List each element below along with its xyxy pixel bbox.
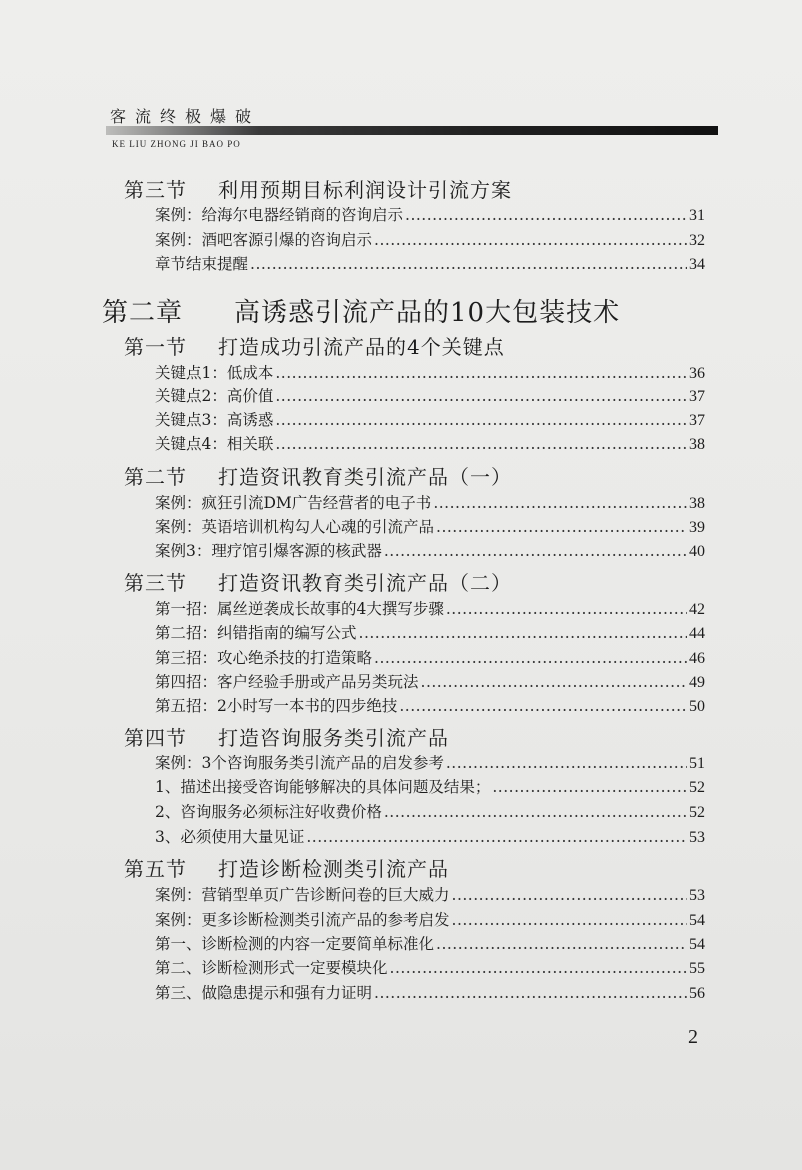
toc-entry[interactable] (155, 956, 705, 978)
entry-title: 1、描述出接受咨询能够解决的具体问题及结果； (155, 778, 491, 796)
entry-page: 50 (689, 698, 705, 715)
entry-page: 53 (689, 887, 705, 904)
entry-title: 2、咨询服务必须标注好收费价格 (155, 803, 382, 821)
toc-entry[interactable] (155, 252, 705, 274)
running-header-pinyin: KE LIU ZHONG JI BAO PO (112, 139, 241, 149)
entry-title: 第二、诊断检测形式一定要模块化 (155, 959, 388, 977)
toc-entry[interactable] (155, 361, 705, 383)
toc-entry[interactable] (155, 384, 705, 406)
entry-title: 案例：更多诊断检测类引流产品的参考启发 (155, 911, 450, 929)
chapter-title: 高诱惑引流产品的10大包装技术 (234, 298, 621, 328)
toc-entry[interactable] (155, 825, 705, 847)
entry-title: 关键点1：低成本 (155, 364, 274, 382)
entry-page: 52 (689, 804, 705, 821)
entry-page: 56 (689, 985, 705, 1002)
entry-title: 案例：3个咨询服务类引流产品的启发参考 (155, 754, 444, 772)
toc-entry[interactable] (155, 621, 705, 643)
section-label: 第三节 (124, 571, 187, 595)
toc-entry[interactable] (155, 491, 705, 513)
entry-title: 关键点4：相关联 (155, 435, 274, 453)
toc-section-heading (124, 331, 505, 360)
dot-leader (492, 778, 687, 796)
running-header-title: 客流终极爆破 (110, 107, 261, 126)
toc-entry[interactable] (155, 908, 705, 930)
section-label: 第二节 (124, 465, 187, 489)
dot-leader (446, 600, 687, 618)
toc-entry[interactable] (155, 751, 705, 773)
dot-leader (275, 435, 687, 453)
toc-entry[interactable] (155, 203, 705, 225)
dot-leader (384, 803, 687, 821)
toc-section-heading (124, 853, 449, 882)
entry-page: 54 (689, 936, 705, 953)
dot-leader (446, 754, 687, 772)
entry-title: 案例：疯狂引流DM广告经营者的电子书 (155, 494, 432, 512)
dot-leader (421, 673, 687, 691)
entry-page: 38 (689, 436, 705, 453)
entry-page: 52 (689, 779, 705, 796)
chapter-label: 第二章 (102, 298, 184, 328)
entry-page: 37 (689, 388, 705, 405)
toc-section-heading (124, 567, 512, 596)
toc-entry[interactable] (155, 670, 705, 692)
entry-page: 55 (689, 960, 705, 977)
entry-title: 案例3：理疗馆引爆客源的核武器 (155, 542, 382, 560)
entry-page: 38 (689, 495, 705, 512)
dot-leader (433, 494, 687, 512)
toc-entry[interactable] (155, 694, 705, 716)
dot-leader (399, 697, 687, 715)
entry-page: 39 (689, 519, 705, 536)
entry-page: 37 (689, 412, 705, 429)
entry-page: 51 (689, 755, 705, 772)
entry-title: 第三招：攻心绝杀技的打造策略 (155, 649, 373, 667)
dot-leader (405, 206, 687, 224)
dot-leader (374, 649, 687, 667)
dot-leader (452, 911, 687, 929)
entry-title: 案例：给海尔电器经销商的咨询启示 (155, 206, 404, 224)
section-label: 第四节 (124, 726, 187, 750)
page-number: 2 (688, 1026, 698, 1048)
dot-leader (275, 411, 687, 429)
entry-page: 44 (689, 625, 705, 642)
section-label: 第一节 (124, 335, 187, 359)
entry-title: 案例：营销型单页广告诊断问卷的巨大威力 (155, 886, 450, 904)
section-title: 打造资讯教育类引流产品（二） (218, 571, 512, 595)
entry-page: 46 (689, 650, 705, 667)
entry-title: 关键点2：高价值 (155, 387, 274, 405)
dot-leader (374, 984, 687, 1002)
section-label: 第三节 (124, 178, 187, 202)
section-title: 打造成功引流产品的4个关键点 (218, 335, 505, 359)
dot-leader (390, 959, 687, 977)
section-label: 第五节 (124, 857, 187, 881)
entry-title: 第三、做隐患提示和强有力证明 (155, 984, 373, 1002)
toc-section-heading (124, 722, 449, 751)
entry-page: 54 (689, 912, 705, 929)
entry-title: 第二招：纠错指南的编写公式 (155, 624, 357, 642)
toc-entry[interactable] (155, 597, 705, 619)
toc-entry[interactable] (155, 515, 705, 537)
toc-entry[interactable] (155, 981, 705, 1003)
entry-title: 第五招：2小时写一本书的四步绝技 (155, 697, 398, 715)
entry-title: 第一、诊断检测的内容一定要简单标准化 (155, 935, 435, 953)
dot-leader (359, 624, 687, 642)
entry-title: 第四招：客户经验手册或产品另类玩法 (155, 673, 419, 691)
dot-leader (306, 828, 687, 846)
toc-entry[interactable] (155, 408, 705, 430)
entry-title: 案例：英语培训机构勾人心魂的引流产品 (155, 518, 435, 536)
entry-page: 32 (689, 232, 705, 249)
section-title: 打造咨询服务类引流产品 (218, 726, 449, 750)
entry-title: 3、必须使用大量见证 (155, 828, 305, 846)
toc-section-heading (124, 461, 512, 490)
toc-entry[interactable] (155, 932, 705, 954)
section-title: 打造诊断检测类引流产品 (218, 857, 449, 881)
dot-leader (374, 231, 687, 249)
dot-leader (436, 935, 687, 953)
entry-page: 53 (689, 829, 705, 846)
toc-entry[interactable] (155, 432, 705, 454)
dot-leader (275, 364, 687, 382)
toc-entry[interactable] (155, 539, 705, 561)
dot-leader (452, 886, 687, 904)
dot-leader (275, 387, 687, 405)
entry-title: 章节结束提醒 (155, 255, 249, 273)
entry-page: 49 (689, 674, 705, 691)
section-title: 打造资讯教育类引流产品（一） (218, 465, 512, 489)
entry-page: 42 (689, 601, 705, 618)
entry-page: 31 (689, 207, 705, 224)
toc-entry[interactable] (155, 800, 705, 822)
toc-entry[interactable] (155, 646, 705, 668)
entry-title: 第一招：属丝逆袭成长故事的4大撰写步骤 (155, 600, 444, 618)
entry-page: 36 (689, 365, 705, 382)
toc-entry[interactable] (155, 775, 705, 797)
section-title: 利用预期目标利润设计引流方案 (218, 178, 512, 202)
entry-page: 40 (689, 543, 705, 560)
dot-leader (250, 255, 687, 273)
entry-title: 关键点3：高诱惑 (155, 411, 274, 429)
dot-leader (436, 518, 687, 536)
header-rule (106, 126, 718, 135)
toc-entry[interactable] (155, 883, 705, 905)
toc-entry[interactable] (155, 228, 705, 250)
entry-title: 案例：酒吧客源引爆的咨询启示 (155, 231, 373, 249)
toc-section-heading (124, 174, 512, 203)
entry-page: 34 (689, 256, 705, 273)
toc-chapter-heading (102, 292, 620, 329)
dot-leader (384, 542, 687, 560)
